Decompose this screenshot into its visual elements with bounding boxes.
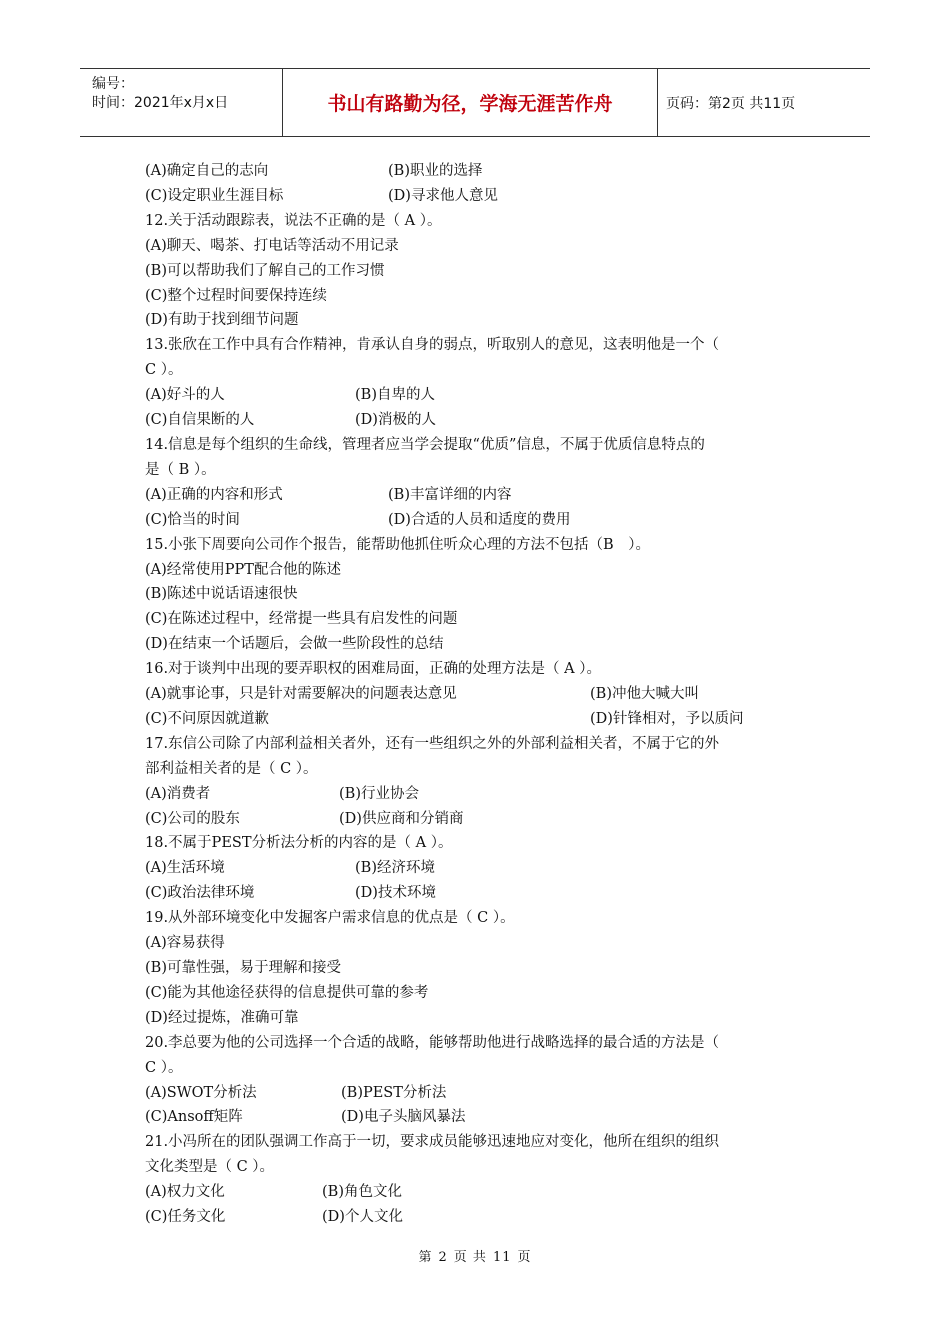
option-d: (D)合适的人员和适度的费用: [388, 511, 571, 528]
option-row: [145, 807, 815, 832]
option-row: [145, 508, 815, 533]
question-stem-continued: 是（ B ）。: [145, 461, 216, 478]
option-a: (A)聊天、喝茶、打电话等活动不用记录: [145, 237, 399, 254]
question-stem-continued: 文化类型是（ C ）。: [145, 1159, 275, 1176]
option-row: [145, 483, 815, 508]
option-c: (C)在陈述过程中，经常提一些具有启发性的问题: [145, 611, 458, 628]
option-c: (C)任务文化: [145, 1209, 226, 1226]
question-stem: 18.不属于PEST分析法分析的内容的是（ A ）。: [145, 835, 453, 852]
header-page-number: 页码：第2页 共11页: [666, 95, 796, 112]
option-row: [145, 1081, 815, 1106]
option-c: (C)自信果断的人: [145, 412, 255, 429]
question-stem: 16.对于谈判中出现的要弄职权的困难局面，正确的处理方法是（ A ）。: [145, 661, 601, 678]
option-row: [145, 707, 815, 732]
footer-suffix: 页: [517, 1250, 532, 1265]
option-row: [145, 1105, 815, 1130]
footer-page: 2: [438, 1250, 448, 1265]
option-d: (D)寻求他人意见: [388, 187, 498, 204]
option-row: [145, 881, 815, 906]
option-d: (D)经过提炼，准确可靠: [145, 1009, 299, 1026]
option-b: (B)可以帮助我们了解自己的工作习惯: [145, 262, 385, 279]
option-a: (A)权力文化: [145, 1184, 225, 1201]
footer-total: 11: [492, 1250, 512, 1265]
option-c: (C)公司的股东: [145, 810, 240, 827]
document-number: 编号：: [92, 76, 134, 92]
option-c: (C)能为其他途径获得的信息提供可靠的参考: [145, 984, 429, 1001]
option-a: (A)容易获得: [145, 935, 225, 952]
question-stem: 19.从外部环境变化中发掘客户需求信息的优点是（ C ）。: [145, 910, 515, 927]
option-row: [145, 782, 815, 807]
option-b: (B)职业的选择: [388, 163, 483, 179]
option-c: (C)整个过程时间要保持连续: [145, 287, 327, 304]
option-a: (A)生活环境: [145, 860, 225, 877]
option-b: (B)角色文化: [322, 1184, 402, 1201]
option-d: (D)针锋相对，予以质问: [590, 710, 744, 727]
option-row: [145, 682, 815, 707]
option-d: (D)个人文化: [322, 1209, 403, 1226]
footer-mid: 页 共: [453, 1250, 487, 1265]
page-header: [80, 68, 870, 137]
question-stem: 14.信息是每个组织的生命线，管理者应当学会提取“优质”信息，不属于优质信息特点的: [145, 436, 705, 453]
question-list: [145, 159, 815, 1230]
question-stem: 13.张欣在工作中具有合作精神，肯承认自身的弱点，听取别人的意见，这表明他是一个（: [145, 337, 720, 354]
option-row: [145, 184, 815, 209]
footer-prefix: 第: [418, 1250, 433, 1265]
option-d: (D)在结束一个话题后，会做一些阶段性的总结: [145, 636, 444, 653]
question-stem: 21.小冯所在的团队强调工作高于一切，要求成员能够迅速地应对变化，他所在组织的组织: [145, 1134, 720, 1151]
option-b: (B)丰富详细的内容: [388, 486, 512, 503]
document-date: 时间：2021年x月x日: [92, 95, 229, 111]
question-stem: 20.李总要为他的公司选择一个合适的战略，能够帮助他进行战略选择的最合适的方法是（: [145, 1034, 720, 1051]
option-b: (B)PEST分析法: [341, 1084, 447, 1101]
option-row: [145, 1205, 815, 1230]
question-stem-continued: C ）。: [145, 1059, 183, 1076]
option-c: (C)Ansoff矩阵: [145, 1109, 243, 1126]
option-row: [145, 408, 815, 433]
option-c: (C)设定职业生涯目标: [145, 187, 284, 204]
option-c: (C)恰当的时间: [145, 511, 240, 528]
option-c: (C)不问原因就道歉: [145, 710, 269, 727]
question-stem-continued: C ）。: [145, 362, 183, 379]
option-row: [145, 159, 815, 184]
option-d: (D)有助于找到细节问题: [145, 312, 299, 329]
option-d: (D)消极的人: [355, 412, 436, 429]
page-footer: [0, 1246, 950, 1265]
option-a: (A)正确的内容和形式: [145, 486, 283, 503]
option-b: (B)行业协会: [339, 785, 419, 802]
option-a: (A)消费者: [145, 785, 211, 802]
option-d: (D)技术环境: [355, 885, 436, 902]
question-stem-continued: 部利益相关者的是（ C ）。: [145, 760, 318, 777]
header-motto: 书山有路勤为径，学海无涯苦作舟: [282, 69, 658, 136]
option-row: [145, 856, 815, 881]
header-meta: [80, 69, 282, 136]
option-a: (A)好斗的人: [145, 387, 225, 404]
option-row: [145, 383, 815, 408]
option-d: (D)电子头脑风暴法: [341, 1109, 466, 1126]
option-b: (B)可靠性强，易于理解和接受: [145, 960, 341, 976]
question-stem: 12.关于活动跟踪表，说法不正确的是（ A ）。: [145, 212, 442, 229]
question-stem: 15.小张下周要向公司作个报告，能帮助他抓住听众心理的方法不包括（B ）。: [145, 536, 650, 553]
option-a: (A)SWOT分析法: [145, 1084, 257, 1101]
option-b: (B)自卑的人: [355, 387, 435, 404]
option-a: (A)确定自己的志向: [145, 163, 269, 179]
option-b: (B)冲他大喊大叫: [590, 686, 699, 703]
option-c: (C)政治法律环境: [145, 885, 255, 902]
option-b: (B)经济环境: [355, 860, 435, 877]
question-stem: 17.东信公司除了内部利益相关者外，还有一些组织之外的外部利益相关者，不属于它的外: [145, 735, 720, 752]
option-a: (A)经常使用PPT配合他的陈述: [145, 561, 341, 578]
option-row: [145, 1180, 815, 1205]
option-b: (B)陈述中说话语速很快: [145, 586, 298, 603]
option-d: (D)供应商和分销商: [339, 810, 464, 827]
option-a: (A)就事论事，只是针对需要解决的问题表达意见: [145, 686, 457, 703]
